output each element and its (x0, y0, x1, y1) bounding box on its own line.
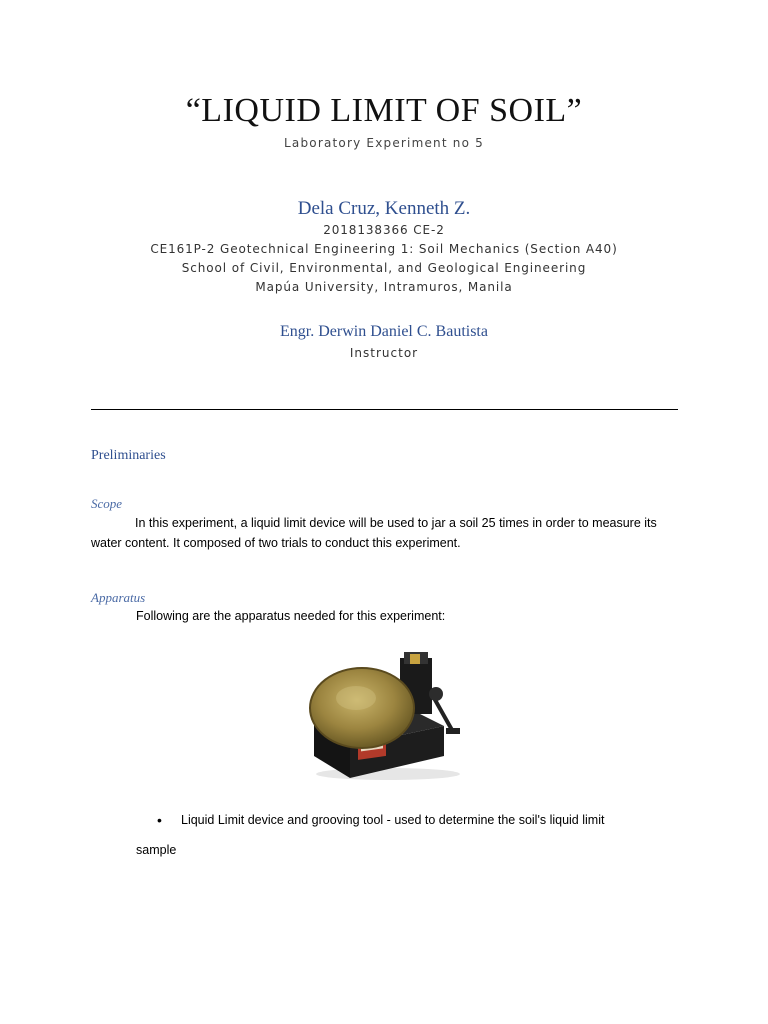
course-line: CE161P-2 Geotechnical Engineering 1: Soil Mechanics (Section A40) (150, 242, 618, 256)
scope-text: In this experiment, a liquid limit device will be used to jar a soil 25 times in order to measure its water content. It composed of two trials to conduct this experiment. (91, 516, 657, 550)
liquid-limit-device-image (300, 638, 476, 782)
university-line: Mapúa University, Intramuros, Manila (255, 280, 513, 294)
scope-heading: Scope (91, 496, 123, 511)
apparatus-list-item: Liquid Limit device and grooving tool - used to determine the soil's liquid limit (181, 813, 605, 827)
apparatus-intro: Following are the apparatus needed for this experiment: (136, 609, 446, 623)
instructor-name: Engr. Derwin Daniel C. Bautista (280, 323, 488, 340)
bullet-point-icon: • (157, 812, 162, 828)
apparatus-heading: Apparatus (91, 590, 146, 605)
apparatus-list-continuation: sample (136, 843, 177, 857)
school-line: School of Civil, Environmental, and Geological Engineering (181, 261, 587, 275)
instructor-role: Instructor (349, 346, 419, 360)
section-divider (91, 409, 678, 410)
preliminaries-heading: Preliminaries (91, 448, 166, 463)
scope-paragraph (91, 514, 681, 553)
author-id-line: 2018138366 CE-2 (323, 223, 445, 237)
author-name: Dela Cruz, Kenneth Z. (297, 198, 471, 219)
document-title: “LIQUID LIMIT OF SOIL” (185, 92, 583, 129)
document-subtitle: Laboratory Experiment no 5 (284, 136, 484, 150)
